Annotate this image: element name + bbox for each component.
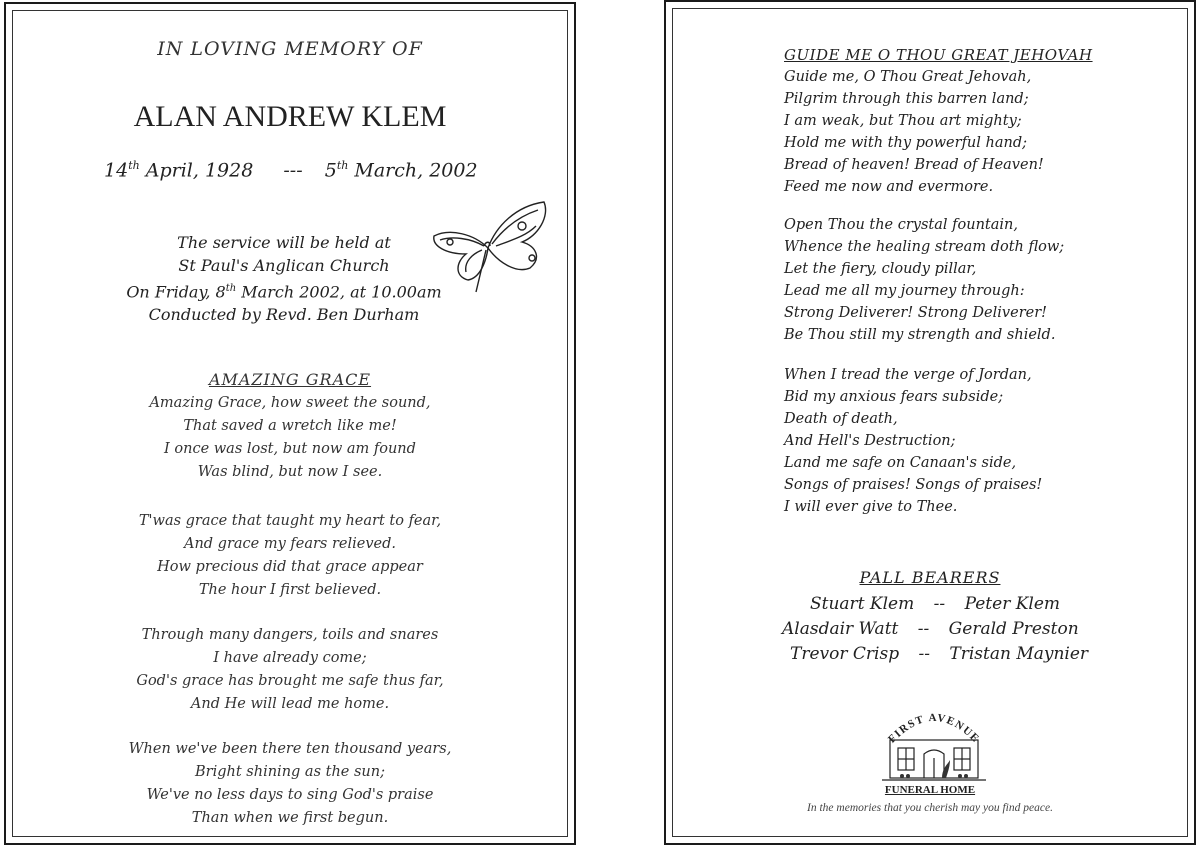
logo-arc-text: FIRST AVENUE bbox=[886, 711, 982, 746]
verse-line: Guide me, O Thou Great Jehovah, bbox=[784, 69, 1032, 85]
verse-line: When we've been there ten thousand years, bbox=[128, 741, 452, 757]
verse-line: When I tread the verge of Jordan, bbox=[784, 367, 1032, 383]
verse-line: How precious did that grace appear bbox=[157, 559, 423, 575]
verse-line: And He will lead me home. bbox=[190, 696, 390, 712]
tagline: In the memories that you cherish may you find peace. bbox=[807, 802, 1053, 814]
memory-header: IN LOVING MEMORY OF bbox=[157, 38, 423, 60]
verse-line: Feed me now and evermore. bbox=[784, 179, 994, 195]
pall-bearer-row bbox=[790, 644, 1088, 664]
verse-line: God's grace has brought me safe thus far, bbox=[136, 673, 444, 689]
date-separator: --- bbox=[283, 159, 303, 182]
hymn-title-guide-me: GUIDE ME O THOU GREAT JEHOVAH bbox=[784, 46, 1093, 64]
verse-line: I will ever give to Thee. bbox=[784, 499, 958, 515]
verse-line: Bid my anxious fears subside; bbox=[784, 389, 1004, 405]
verse-line: Strong Deliverer! Strong Deliverer! bbox=[784, 305, 1047, 321]
verse-line: And Hell's Destruction; bbox=[784, 433, 956, 449]
verse-line: I have already come; bbox=[213, 650, 367, 666]
pall-bearer-name: Stuart Klem bbox=[810, 594, 915, 614]
verse-line: That saved a wretch like me! bbox=[183, 418, 397, 434]
left-page bbox=[4, 2, 576, 845]
pall-bearer-name: Trevor Crisp bbox=[790, 644, 900, 664]
verse-line: Let the fiery, cloudy pillar, bbox=[784, 261, 977, 277]
service-date-suffix: th bbox=[225, 283, 237, 294]
right-page bbox=[664, 0, 1196, 845]
life-dates bbox=[104, 159, 478, 181]
verse-line: Land me safe on Canaan's side, bbox=[784, 455, 1017, 471]
service-date-pre: On Friday, 8 bbox=[126, 282, 226, 302]
service-line-1: The service will be held at bbox=[177, 233, 391, 252]
birth-day: 14 bbox=[104, 159, 129, 182]
verse-4 bbox=[6, 738, 574, 830]
verse-line: Hold me with thy powerful hand; bbox=[784, 135, 1028, 151]
birth-rest: April, 1928 bbox=[139, 159, 254, 182]
verse-line: Amazing Grace, how sweet the sound, bbox=[149, 395, 431, 411]
verse-line: Was blind, but now I see. bbox=[197, 464, 383, 480]
pall-bearer-name: Peter Klem bbox=[964, 594, 1061, 614]
pall-bearer-row bbox=[782, 619, 1079, 639]
verse-line: Lead me all my journey through: bbox=[784, 283, 1025, 299]
verse-line: Death of death, bbox=[784, 411, 898, 427]
verse-line: The hour I first believed. bbox=[198, 582, 382, 598]
pall-separator: -- bbox=[933, 594, 946, 614]
verse-line: Through many dangers, toils and snares bbox=[141, 627, 439, 643]
page-gap bbox=[576, 0, 664, 851]
pall-bearer-row bbox=[810, 594, 1060, 614]
pall-bearer-name: Tristan Maynier bbox=[949, 644, 1089, 664]
death-suffix: th bbox=[336, 159, 349, 172]
verse-1 bbox=[6, 392, 574, 484]
hymn-title-amazing-grace: AMAZING GRACE bbox=[208, 370, 372, 389]
pall-bearer-name: Alasdair Watt bbox=[782, 619, 899, 639]
pall-separator: -- bbox=[917, 619, 930, 639]
butterfly-icon bbox=[426, 196, 552, 300]
verse-line: Bread of heaven! Bread of Heaven! bbox=[784, 157, 1044, 173]
funeral-home-label: FUNERAL HOME bbox=[884, 784, 976, 796]
verse-line: I once was lost, but now am found bbox=[164, 441, 416, 457]
verse-line: Whence the healing stream doth flow; bbox=[784, 239, 1065, 255]
service-line-2: St Paul's Anglican Church bbox=[178, 256, 390, 275]
verse-line: T'was grace that taught my heart to fear, bbox=[138, 513, 442, 529]
deceased-name: ALAN ANDREW KLEM bbox=[133, 100, 447, 133]
verse-line: Songs of praises! Songs of praises! bbox=[784, 477, 1043, 493]
birth-suffix: th bbox=[128, 159, 140, 172]
verse-2 bbox=[784, 214, 1064, 346]
verse-3 bbox=[6, 624, 574, 716]
verse-line: Pilgrim through this barren land; bbox=[784, 91, 1029, 107]
verse-line: Than when we first begun. bbox=[191, 810, 389, 826]
pall-bearer-name: Gerald Preston bbox=[948, 619, 1079, 639]
verse-line: Open Thou the crystal fountain, bbox=[784, 217, 1018, 233]
verse-line: Bright shining as the sun; bbox=[195, 764, 385, 780]
service-details bbox=[124, 231, 444, 326]
verse-1 bbox=[784, 66, 1044, 198]
verse-2 bbox=[6, 510, 574, 602]
service-line-4: Conducted by Revd. Ben Durham bbox=[148, 305, 420, 325]
verse-line: We've no less days to sing God's praise bbox=[146, 787, 434, 803]
verse-line: I am weak, but Thou art mighty; bbox=[784, 113, 1022, 129]
death-day: 5 bbox=[324, 159, 337, 182]
pall-separator: -- bbox=[918, 644, 930, 664]
verse-3 bbox=[784, 364, 1042, 518]
pall-bearers-title: PALL BEARERS bbox=[859, 568, 1001, 587]
verse-line: And grace my fears relieved. bbox=[183, 536, 397, 552]
death-rest: March, 2002 bbox=[348, 159, 478, 182]
service-line-3 bbox=[124, 277, 444, 303]
verse-line: Be Thou still my strength and shield. bbox=[784, 327, 1056, 343]
service-date-post: March 2002, at 10.00am bbox=[236, 282, 442, 302]
